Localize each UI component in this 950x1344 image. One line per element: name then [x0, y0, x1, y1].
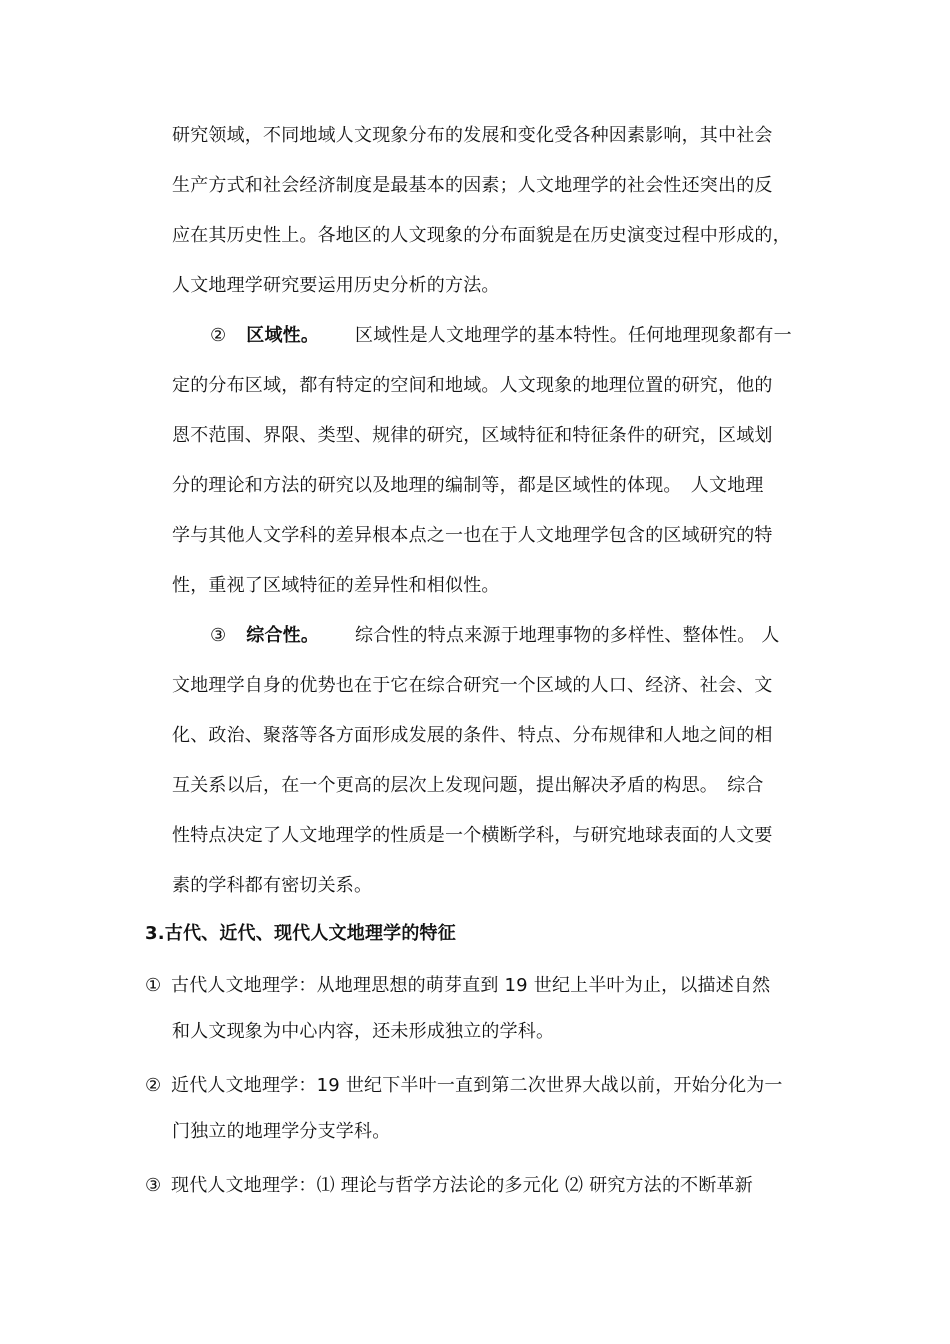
list-item-first-line	[145, 1174, 753, 1198]
text-line: 化、政治、聚落等各方面形成发展的条件、特点、分布规律和人地之间的相	[172, 725, 773, 746]
list-marker: ①	[145, 975, 162, 996]
list-marker: ③	[210, 625, 227, 646]
text-line: 应在其历史性上。各地区的人文现象的分布面貌是在历史演变过程中形成的，	[172, 225, 791, 246]
text-line: 性特点决定了人文地理学的性质是一个横断学科，与研究地球表面的人文要	[172, 825, 773, 846]
text-line: 和人文现象为中心内容，还未形成独立的学科。	[172, 1021, 555, 1042]
paragraph-text: 综合性的特点来源于地理事物的多样性、整体性。 人	[355, 625, 780, 646]
paragraph-heading: 综合性。	[246, 625, 320, 646]
list-marker: ②	[210, 325, 227, 346]
paragraph-text: 区域性是人文地理学的基本特性。任何地理现象都有一	[355, 325, 792, 346]
list-item-text: 古代人文地理学：从地理思想的萌芽直到 19 世纪上半叶为止，以描述自然	[171, 975, 771, 996]
text-line: 人文地理学研究要运用历史分析的方法。	[172, 275, 500, 296]
list-marker: ③	[145, 1175, 162, 1196]
text-line: 素的学科都有密切关系。	[172, 875, 373, 896]
paragraph-first-line	[210, 624, 780, 648]
text-line: 互关系以后，在一个更高的层次上发现问题，提出解决矛盾的构思。 综合	[172, 775, 764, 796]
text-line: 研究领域，不同地域人文现象分布的发展和变化受各种因素影响，其中社会	[172, 125, 773, 146]
paragraph-first-line	[210, 324, 792, 348]
text-line: 性，重视了区域特征的差异性和相似性。	[172, 575, 500, 596]
text-line: 学与其他人文学科的差异根本点之一也在于人文地理学包含的区域研究的特	[172, 525, 773, 546]
text-line: 生产方式和社会经济制度是最基本的因素；人文地理学的社会性还突出的反	[172, 175, 773, 196]
list-item-text: 近代人文地理学：19 世纪下半叶一直到第二次世界大战以前，开始分化为一	[171, 1075, 783, 1096]
list-item-first-line	[145, 1074, 783, 1098]
text-line: 文地理学自身的优势也在于它在综合研究一个区域的人口、经济、社会、文	[172, 675, 773, 696]
text-line: 分的理论和方法的研究以及地理的编制等，都是区域性的体现。 人文地理	[172, 475, 764, 496]
text-line: 门独立的地理学分支学科。	[172, 1121, 391, 1142]
list-item-first-line	[145, 974, 770, 998]
list-marker: ②	[145, 1075, 162, 1096]
list-item-text: 现代人文地理学：⑴ 理论与哲学方法论的多元化 ⑵ 研究方法的不断革新	[171, 1175, 753, 1196]
paragraph-heading: 区域性。	[246, 325, 320, 346]
text-line: 定的分布区域，都有特定的空间和地域。人文现象的地理位置的研究，他的	[172, 375, 773, 396]
section-heading: 3.古代、近代、现代人文地理学的特征	[145, 923, 456, 944]
text-line: 恩不范围、界限、类型、规律的研究，区域特征和特征条件的研究，区域划	[172, 425, 773, 446]
